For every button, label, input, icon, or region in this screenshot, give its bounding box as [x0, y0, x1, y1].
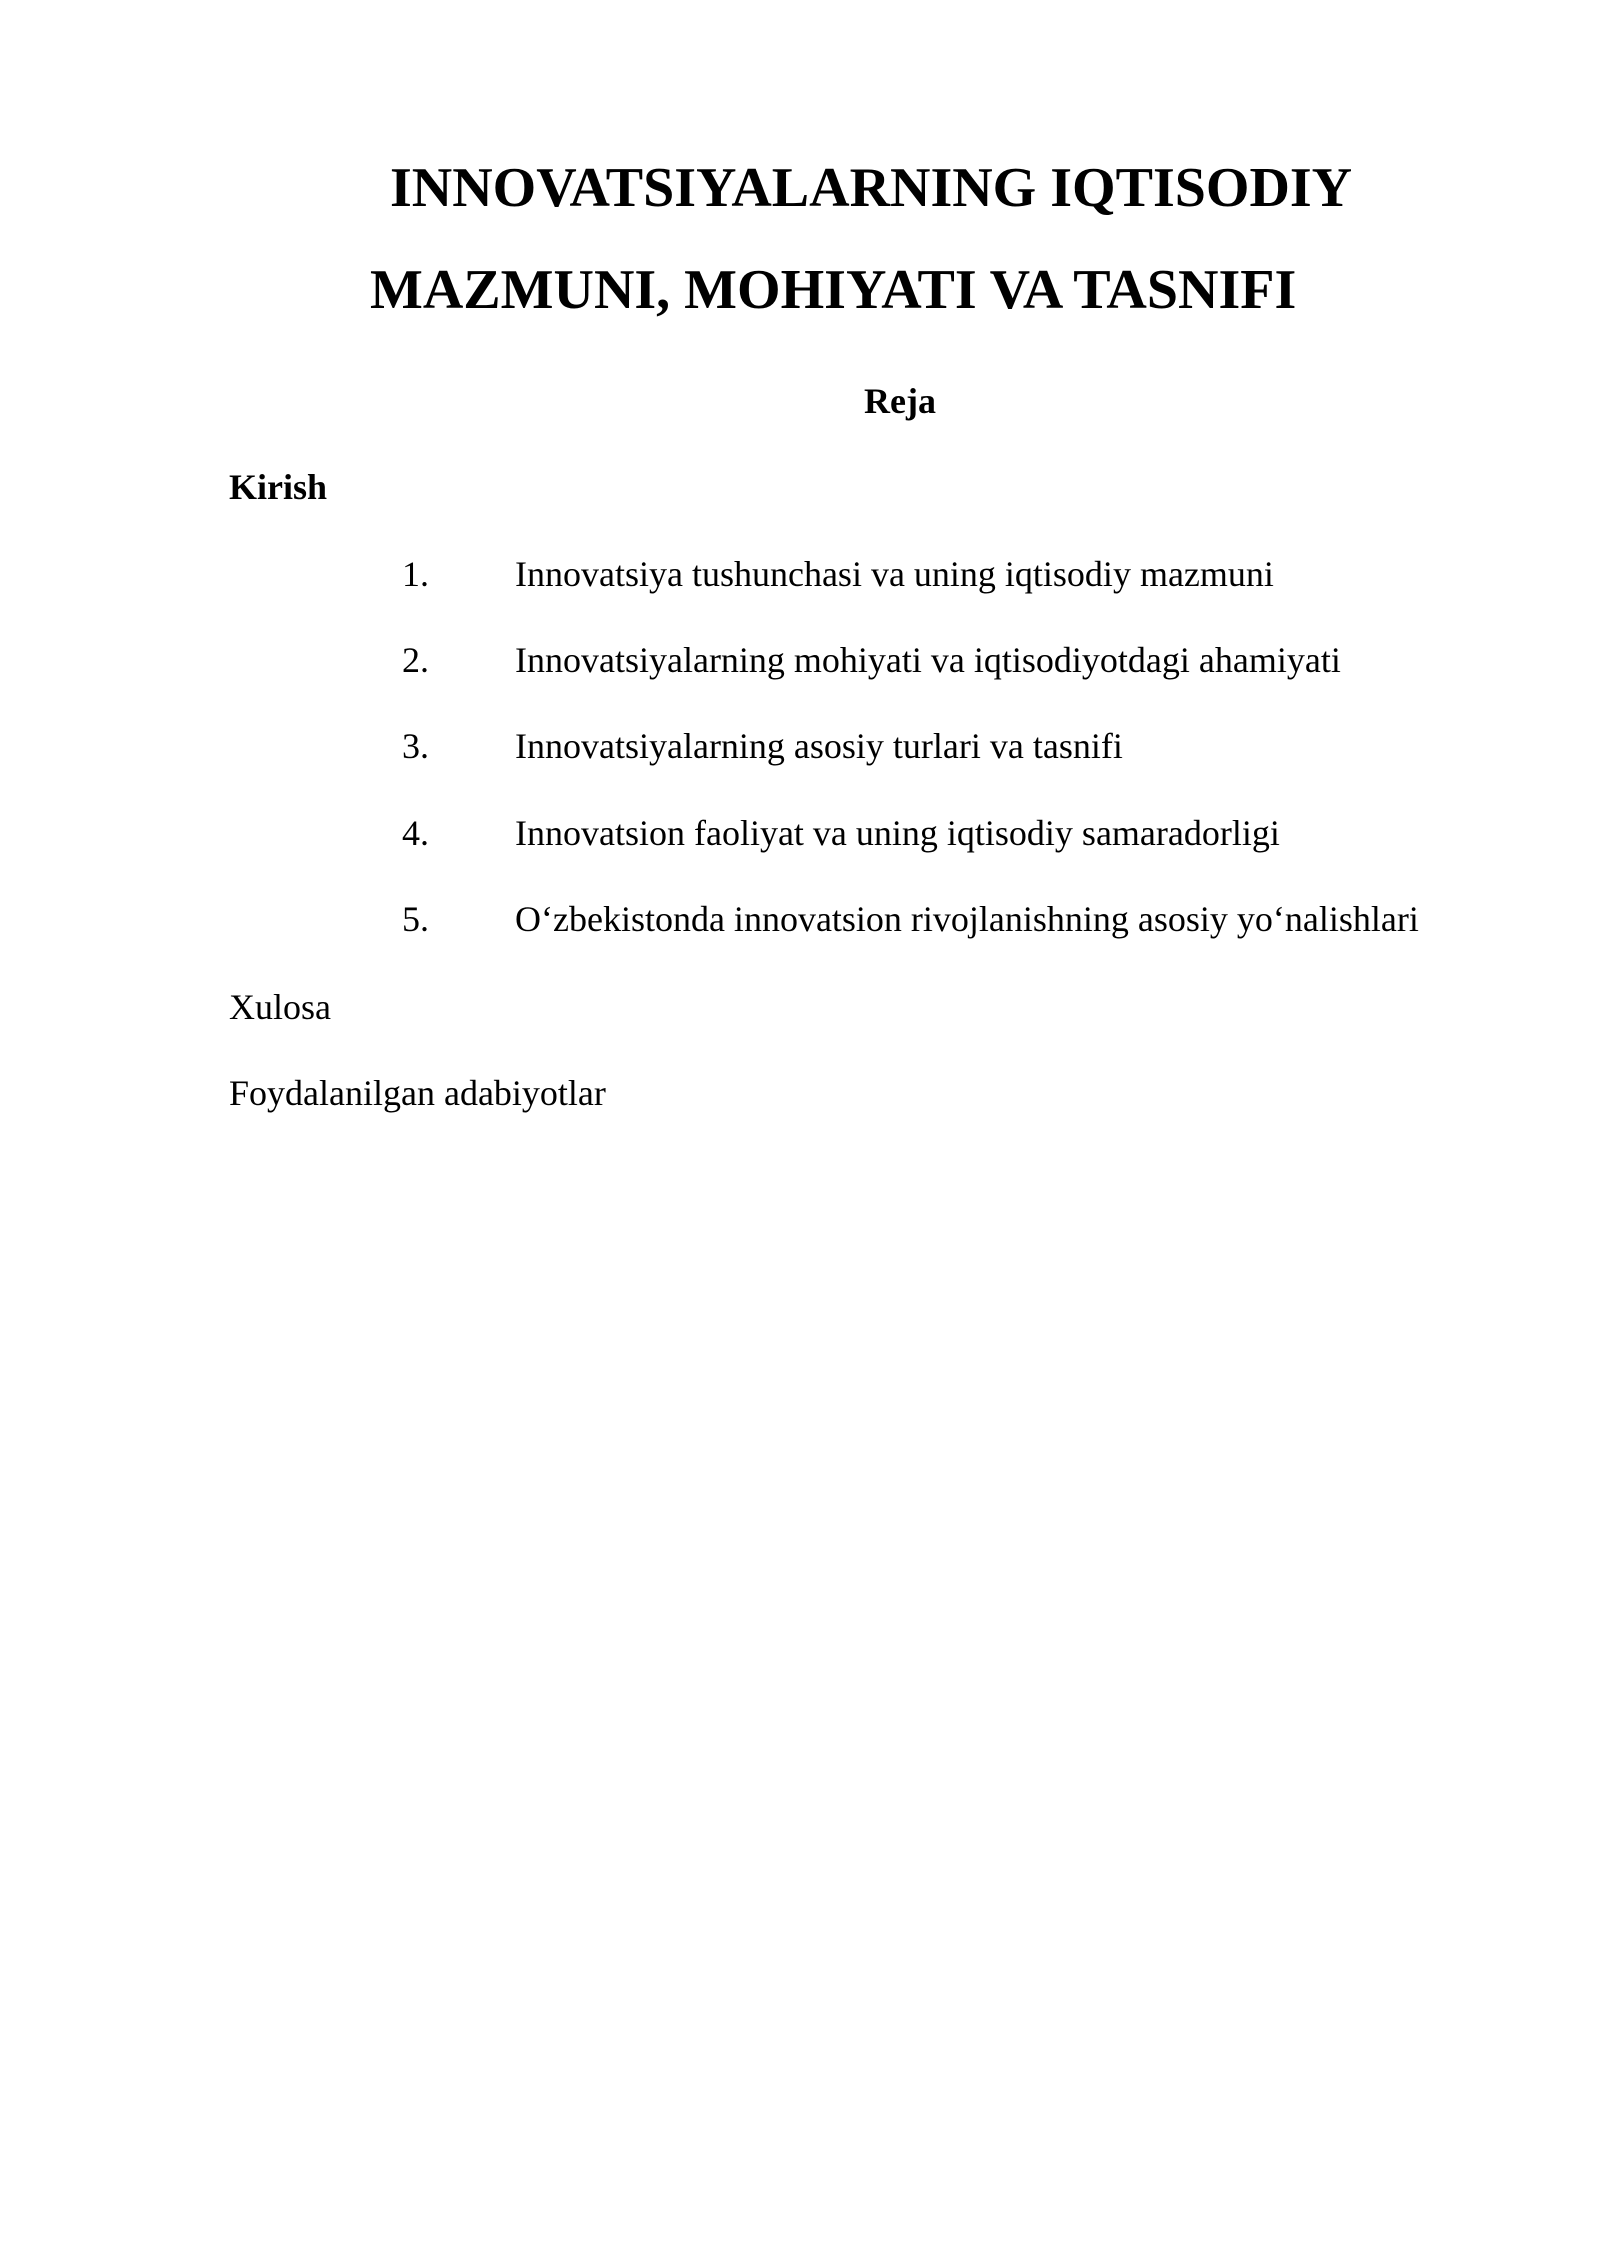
plan-item	[0, 640, 1600, 680]
conclusion-heading: Xulosa	[229, 987, 331, 1027]
plan-item-number: 4.	[402, 813, 429, 853]
plan-item	[0, 813, 1600, 853]
plan-heading: Reja	[864, 381, 936, 421]
references-heading: Foydalanilgan adabiyotlar	[229, 1073, 606, 1113]
intro-heading: Kirish	[229, 467, 328, 507]
plan-item	[0, 726, 1600, 766]
document-title-line-1: INNOVATSIYALARNING IQTISODIY	[390, 157, 1353, 219]
plan-item-text: Innovatsiya tushunchasi va uning iqtisodiy mazmuni	[515, 554, 1274, 594]
plan-item-number: 3.	[402, 726, 429, 766]
plan-item-text: Innovatsion faoliyat va uning iqtisodiy samaradorligi	[515, 813, 1280, 853]
plan-item-number: 1.	[402, 554, 429, 594]
plan-item-text: Innovatsiyalarning mohiyati va iqtisodiyotdagi ahamiyati	[515, 640, 1341, 680]
plan-item	[0, 554, 1600, 594]
plan-item-number: 2.	[402, 640, 429, 680]
plan-item-number: 5.	[402, 899, 429, 939]
plan-item	[0, 899, 1600, 939]
document-title-line-2: MAZMUNI, MOHIYATI VA TASNIFI	[370, 259, 1297, 321]
plan-item-text: Innovatsiyalarning asosiy turlari va tasnifi	[515, 726, 1123, 766]
plan-item-text: O‘zbekistonda innovatsion rivojlanishning asosiy yo‘nalishlari	[515, 899, 1419, 939]
